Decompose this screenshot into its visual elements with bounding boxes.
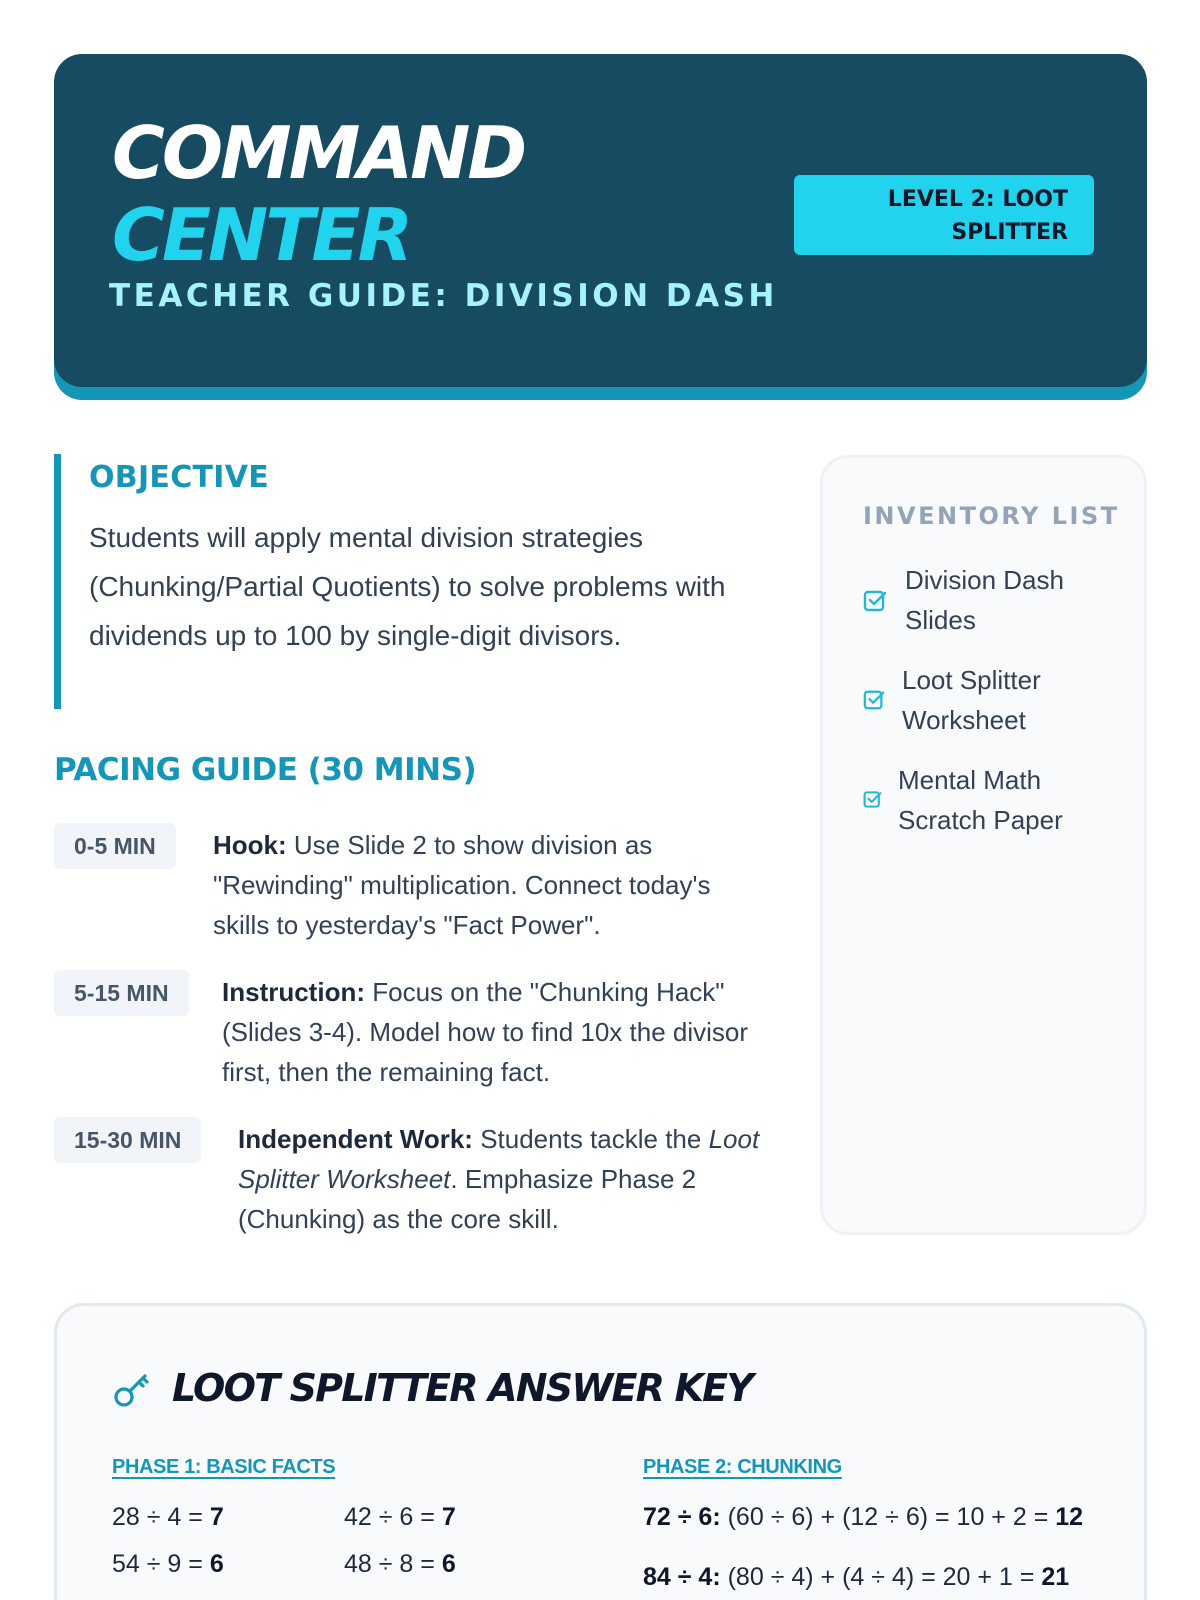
fact-answer: 6	[209, 1550, 224, 1578]
pacing-description	[238, 1119, 764, 1239]
pacing-text: . Emphasize Phase 2 (Chunking) as the core skill.	[238, 1164, 697, 1234]
phase-1-label: PHASE 1: BASIC FACTS	[112, 1456, 336, 1478]
time-badge: 15-30 MIN	[54, 1117, 201, 1163]
chunking-answer: 12	[1055, 1503, 1084, 1531]
fact-answer: 6	[441, 1550, 456, 1578]
pacing-description	[213, 825, 764, 945]
chunking-answer: 21	[1041, 1563, 1070, 1591]
answer-key-heading: LOOT SPLITTER ANSWER KEY	[172, 1366, 753, 1410]
inventory-panel	[820, 455, 1147, 1235]
inventory-item	[863, 760, 1123, 844]
inventory-heading: INVENTORY LIST	[863, 502, 1120, 530]
pacing-label: Independent Work:	[238, 1124, 473, 1154]
page-title	[112, 112, 524, 276]
pacing-heading: PACING GUIDE (30 MINS)	[54, 752, 477, 788]
objective-section	[54, 454, 764, 709]
pacing-text: Students tackle the	[472, 1124, 709, 1154]
level-badge: LEVEL 2: LOOT SPLITTER	[794, 175, 1094, 255]
pacing-text: Use Slide 2 to show division as "Rewinding" multiplication. Connect today's skills to yesterday's "Fact Power".	[213, 830, 711, 940]
pacing-text: Focus on the "Chunking Hack" (Slides 3-4). Model how to find 10x the divisor first, then the remaining fact.	[222, 977, 749, 1087]
answer-key-card	[54, 1303, 1147, 1600]
fact-item: 54 ÷ 9 = 6	[112, 1550, 224, 1578]
chunking-work: (80 ÷ 4) + (4 ÷ 4) = 20 + 1 =	[727, 1563, 1035, 1591]
fact-answer: 7	[209, 1503, 224, 1531]
fact-item: 28 ÷ 4 = 7	[112, 1503, 224, 1531]
pacing-description	[222, 972, 764, 1092]
pacing-label: Hook:	[213, 830, 287, 860]
inventory-item	[863, 560, 1123, 644]
chunking-work: (60 ÷ 6) + (12 ÷ 6) = 10 + 2 =	[727, 1503, 1049, 1531]
time-badge: 5-15 MIN	[54, 970, 189, 1016]
header-banner	[54, 54, 1147, 387]
key-icon	[112, 1369, 152, 1409]
time-badge: 0-5 MIN	[54, 823, 176, 869]
fact-item: 48 ÷ 8 = 6	[344, 1550, 456, 1578]
page-subtitle: TEACHER GUIDE: DIVISION DASH	[109, 278, 778, 314]
pacing-label: Instruction:	[222, 977, 365, 1007]
chunking-item	[643, 1563, 1069, 1592]
title-line-2: CENTER	[112, 193, 411, 277]
phase-2-label: PHASE 2: CHUNKING	[643, 1456, 842, 1478]
objective-heading: OBJECTIVE	[89, 460, 270, 495]
title-line-1: COMMAND	[112, 111, 525, 195]
checkbox-check-icon	[863, 689, 885, 711]
checkbox-check-icon	[863, 589, 887, 613]
checkbox-check-icon	[863, 790, 882, 809]
worksheet-title: Loot Splitter Worksheet	[238, 1124, 760, 1194]
inventory-item-label: Mental Math Scratch Paper	[898, 765, 1063, 835]
fact-item: 42 ÷ 6 = 7	[344, 1503, 456, 1531]
inventory-item-label: Division Dash Slides	[905, 565, 1064, 635]
chunking-problem: 84 ÷ 4:	[643, 1563, 721, 1591]
inventory-item-label: Loot Splitter Worksheet	[902, 665, 1041, 735]
fact-answer: 7	[441, 1503, 456, 1531]
chunking-problem: 72 ÷ 6:	[643, 1503, 721, 1531]
objective-text: Students will apply mental division strategies (Chunking/Partial Quotients) to solve problems with dividends up to 100 by single-digit divisors.	[89, 522, 726, 651]
chunking-item	[643, 1503, 1083, 1532]
inventory-item	[863, 660, 1123, 744]
